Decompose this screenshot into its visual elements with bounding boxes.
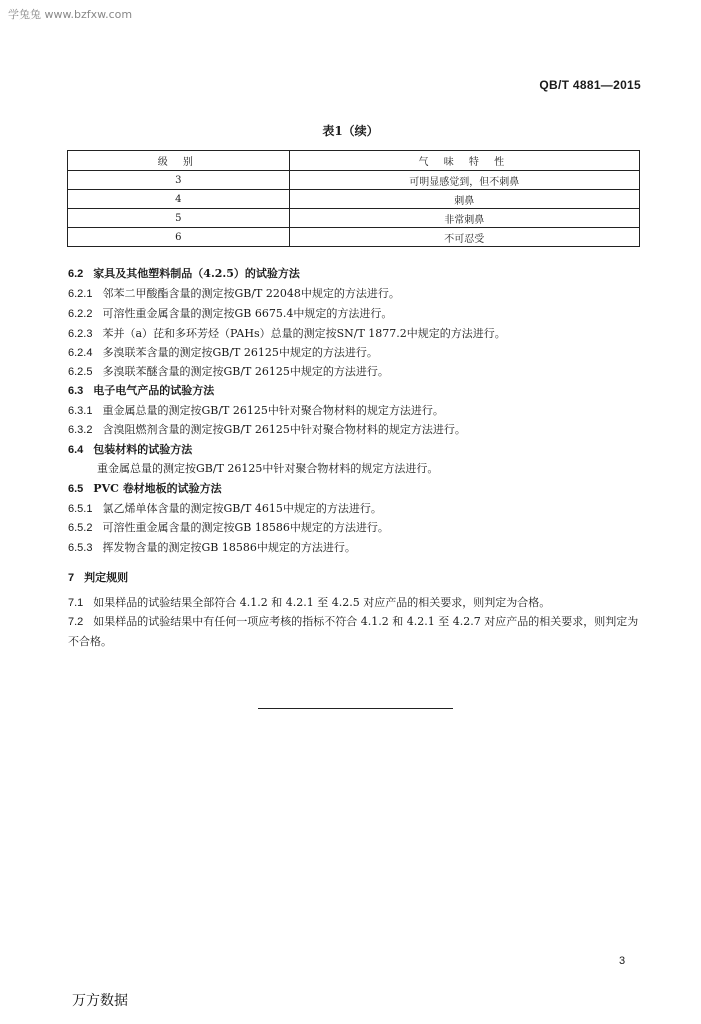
section-number: 6.3 bbox=[68, 385, 84, 397]
watermark: 学兔兔 www.bzfxw.com bbox=[8, 8, 133, 21]
clause-number: 6.5.3 bbox=[68, 542, 93, 554]
clause-6-5-3 bbox=[68, 539, 356, 555]
clause-number: 6.2.5 bbox=[68, 366, 93, 378]
table-row bbox=[68, 190, 640, 209]
clause-text: 如果样品的试验结果全部符合 4.1.2 和 4.2.1 至 4.2.5 对应产品的相关要求，则判定为合格。 bbox=[93, 596, 551, 609]
clause-number: 6.2.3 bbox=[68, 328, 93, 340]
section-text: 包装材料的试验方法 bbox=[93, 443, 193, 456]
clause-6-5-1 bbox=[68, 500, 382, 516]
section-text: PVC 卷材地板的试验方法 bbox=[93, 482, 222, 495]
clause-6-4-body bbox=[97, 460, 438, 476]
clause-text: 挥发物含量的测定按GB 18586中规定的方法进行。 bbox=[102, 541, 356, 554]
clause-text: 重金属总量的测定按GB/T 26125中针对聚合物材料的规定方法进行。 bbox=[102, 404, 444, 417]
clause-6-2-4 bbox=[68, 344, 378, 360]
section-number: 6.2 bbox=[68, 268, 84, 280]
chapter-title: 判定规则 bbox=[84, 571, 129, 584]
clause-6-5-2 bbox=[68, 519, 389, 535]
section-6-5 bbox=[68, 480, 222, 496]
section-number: 6.4 bbox=[68, 444, 84, 456]
clause-text: 如果样品的试验结果中有任何一项应考核的指标不符合 4.1.2 和 4.2.1 至 4.2.7 对应产品的相关要求，则判定为不合格。 bbox=[68, 615, 639, 648]
section-number: 6.5 bbox=[68, 483, 84, 495]
table-caption: 表1（续） bbox=[322, 124, 379, 138]
page-number: 3 bbox=[619, 955, 626, 967]
section-text: 电子电气产品的试验方法 bbox=[93, 384, 215, 397]
clause-number: 6.5.2 bbox=[68, 522, 93, 534]
clause-text: 苯并（a）芘和多环芳烃（PAHs）总量的测定按SN/T 1877.2中规定的方法进行。 bbox=[102, 327, 506, 340]
table-row bbox=[68, 209, 640, 228]
grade-cell: 4 bbox=[68, 190, 290, 209]
clause-text: 邻苯二甲酸酯含量的测定按GB/T 22048中规定的方法进行。 bbox=[102, 287, 400, 300]
section-6-3 bbox=[68, 382, 214, 398]
clause-number: 6.3.2 bbox=[68, 424, 93, 436]
clause-text: 重金属总量的测定按GB/T 26125中针对聚合物材料的规定方法进行。 bbox=[97, 462, 439, 475]
clause-6-3-2 bbox=[68, 421, 466, 437]
clause-6-2-5 bbox=[68, 363, 389, 379]
clause-text: 氯乙烯单体含量的测定按GB/T 4615中规定的方法进行。 bbox=[102, 502, 382, 515]
clause-number: 7.1 bbox=[68, 597, 84, 609]
clause-number: 6.3.1 bbox=[68, 405, 93, 417]
footer-source: 万方数据 bbox=[72, 993, 128, 1009]
section-6-2 bbox=[68, 265, 300, 281]
clause-number: 6.2.1 bbox=[68, 288, 93, 300]
odor-cell: 不可忍受 bbox=[289, 228, 639, 247]
clause-number: 6.5.1 bbox=[68, 503, 93, 515]
odor-grade-table bbox=[67, 150, 640, 247]
standard-code: QB/T 4881—2015 bbox=[539, 78, 641, 92]
clause-7-1 bbox=[68, 593, 642, 613]
table-row bbox=[68, 171, 640, 190]
clause-number: 6.2.2 bbox=[68, 308, 93, 320]
clause-7-2 bbox=[68, 612, 642, 651]
clause-number: 7.2 bbox=[68, 616, 84, 628]
grade-cell: 3 bbox=[68, 171, 290, 190]
end-rule bbox=[258, 708, 453, 709]
clause-text: 含溴阻燃剂含量的测定按GB/T 26125中针对聚合物材料的规定方法进行。 bbox=[102, 423, 466, 436]
odor-cell: 可明显感觉到，但不刺鼻 bbox=[289, 171, 639, 190]
clause-text: 多溴联苯醚含量的测定按GB/T 26125中规定的方法进行。 bbox=[102, 365, 389, 378]
clause-6-3-1 bbox=[68, 402, 444, 418]
clause-6-2-2 bbox=[68, 305, 392, 321]
header-odor-characteristic: 气 味 特 性 bbox=[289, 151, 639, 171]
section-text: 家具及其他塑料制品（4.2.5）的试验方法 bbox=[93, 267, 300, 280]
chapter-number: 7 bbox=[68, 572, 75, 584]
section-6-4 bbox=[68, 441, 192, 457]
chapter-7-heading bbox=[68, 569, 128, 585]
grade-cell: 6 bbox=[68, 228, 290, 247]
clause-text: 可溶性重金属含量的测定按GB 18586中规定的方法进行。 bbox=[102, 521, 389, 534]
clause-6-2-3 bbox=[68, 325, 506, 341]
clause-6-2-1 bbox=[68, 285, 400, 301]
odor-cell: 非常刺鼻 bbox=[289, 209, 639, 228]
table-row bbox=[68, 228, 640, 247]
clause-number: 6.2.4 bbox=[68, 347, 93, 359]
clause-text: 多溴联苯含量的测定按GB/T 26125中规定的方法进行。 bbox=[102, 346, 378, 359]
header-grade: 级 别 bbox=[68, 151, 290, 171]
table-header-row bbox=[68, 151, 640, 171]
grade-cell: 5 bbox=[68, 209, 290, 228]
clause-text: 可溶性重金属含量的测定按GB 6675.4中规定的方法进行。 bbox=[102, 307, 393, 320]
odor-cell: 刺鼻 bbox=[289, 190, 639, 209]
